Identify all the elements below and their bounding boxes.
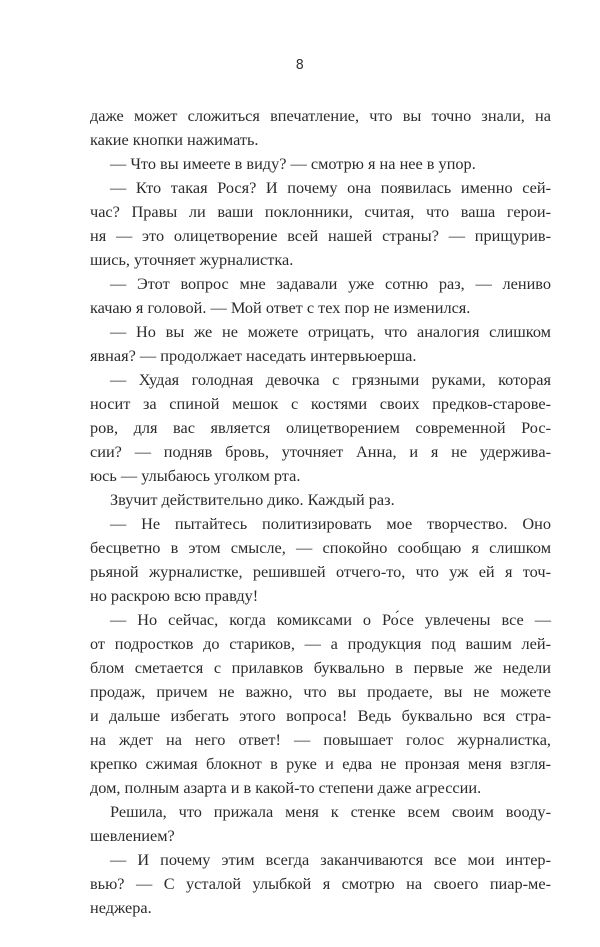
text-line: явная? — продолжает наседать интервьюерша. (90, 346, 417, 365)
text-line: — Но вы же не можете отрицать, что аналогия слишком (110, 322, 551, 341)
text-line: блом сметается с прилавков буквально в первые же недели (90, 658, 551, 677)
text-line: — И почему этим всегда заканчиваются все мои интер- (110, 850, 551, 869)
text-line: качаю я головой. — Мой ответ с тех пор не изменился. (90, 298, 471, 317)
text-line: шевлением? (90, 826, 175, 845)
text-line: Звучит действительно дико. Каждый раз. (110, 490, 395, 509)
text-line: носит за спиной мешок с костями своих предков-старове- (90, 394, 551, 413)
text-line: — Что вы имеете в виду? — смотрю я на нее в упор. (110, 154, 476, 173)
page-number: 8 (295, 58, 305, 73)
text-line: — Этот вопрос мне задавали уже сотню раз, — лениво (110, 274, 551, 293)
text-line: ня — это олицетворение всей нашей страны? — прищурив- (90, 226, 551, 245)
page-text (90, 104, 551, 920)
text-line: на ждет на него ответ! — повышает голос журналистка, (90, 730, 551, 749)
text-line: — Худая голодная девочка с грязными руками, которая (110, 370, 551, 389)
text-line: продаж, причем не важно, что вы продаете, вы не можете (90, 682, 551, 701)
text-line: вью? — С усталой улыбкой я смотрю на своего пиар-ме- (90, 874, 551, 893)
text-line: шись, уточняет журналистка. (90, 250, 294, 269)
text-line: — Кто такая Рося? И почему она появилась именно сей- (110, 178, 551, 197)
text-line: но раскрою всю правду! (90, 586, 259, 605)
text-line: сии? — подняв бровь, уточняет Анна, и я не удерживa- (90, 442, 551, 461)
text-line: неджера. (90, 898, 152, 917)
text-line: какие кнопки нажимать. (90, 130, 259, 149)
text-line: дом, полным азарта и в какой-то степени даже агрессии. (90, 778, 482, 797)
text-line: даже может сложиться впечатление, что вы точно знали, на (90, 106, 551, 125)
text-line: ров, для вас является олицетворением современной Рос- (90, 418, 551, 437)
text-line: и дальше избегать этого вопроса! Ведь буквально вся стра- (90, 706, 551, 725)
text-line: юсь — улыбаюсь уголком рта. (90, 466, 301, 485)
text-line: рьяной журналистке, решившей отчего-то, что уж ей я точ- (90, 562, 551, 581)
text-line: Решила, что прижала меня к стенке всем своим вооду- (110, 802, 551, 821)
text-line: крепко сжимая блокнот в руке и едва не пронзая меня взгля- (90, 754, 551, 773)
text-line: — Не пытайтесь политизировать мое творчество. Оно (110, 514, 551, 533)
text-line: — Но сейчас, когда комиксами о Ро́се увлечены все — (110, 610, 551, 629)
text-line: от подростков до стариков, — а продукция под вашим лей- (90, 634, 551, 653)
text-line: час? Правы ли ваши поклонники, считая, что ваша герои- (90, 202, 551, 221)
text-line: бесцветно в этом смысле, — спокойно сообщаю я слишком (90, 538, 551, 557)
